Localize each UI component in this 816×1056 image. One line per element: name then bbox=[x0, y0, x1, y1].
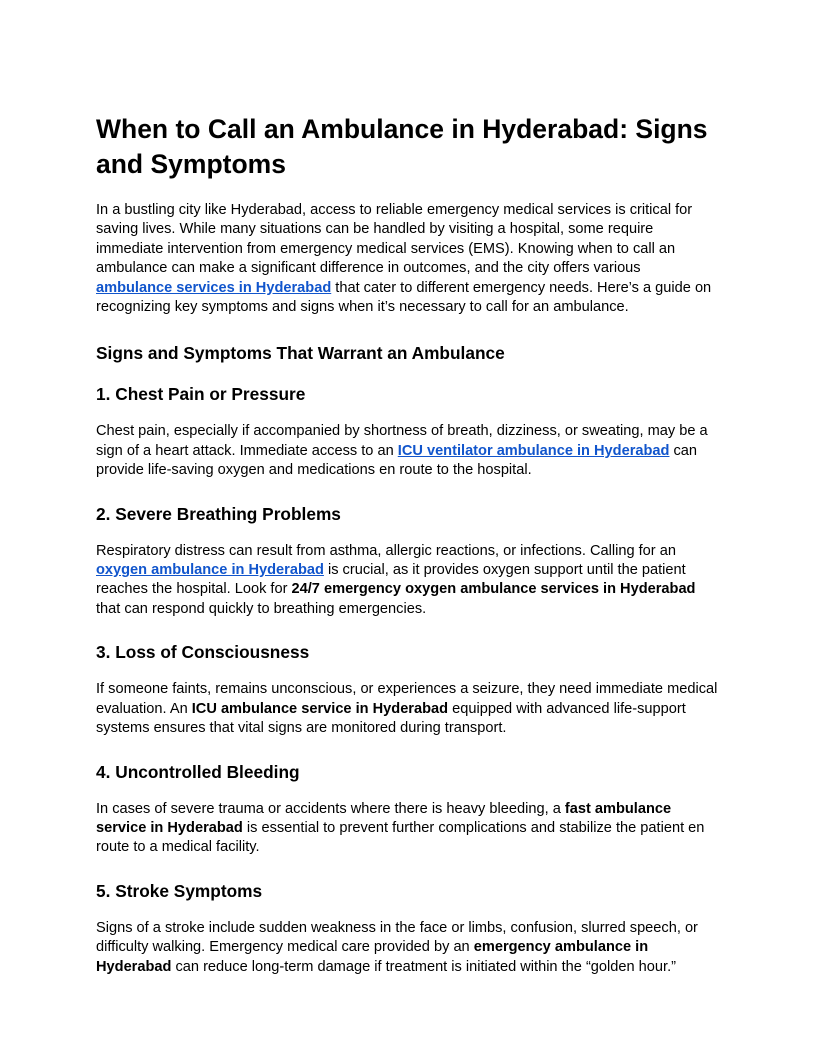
section-heading: Signs and Symptoms That Warrant an Ambulance bbox=[96, 343, 505, 364]
item-1-paragraph: Chest pain, especially if accompanied by shortness of breath, dizziness, or sweating, may be a sign of a heart attack. Immediate access to an ICU ventilator ambulance in Hyderabad can provide life-saving oxygen and medications en route to the hospital. bbox=[96, 423, 708, 479]
item-4-paragraph: In cases of severe trauma or accidents where there is heavy bleeding, a fast ambulance service in Hyderabad is essential to prevent further complications and stabilize the patient en route to a medical facility. bbox=[96, 800, 705, 856]
item-3-heading: 3. Loss of Consciousness bbox=[96, 642, 310, 663]
item-1-heading: 1. Chest Pain or Pressure bbox=[96, 384, 306, 405]
oxygen-ambulance-link[interactable]: oxygen ambulance in Hyderabad bbox=[96, 562, 324, 579]
item-2-heading: 2. Severe Breathing Problems bbox=[96, 503, 341, 524]
page-title: When to Call an Ambulance in Hyderabad: Signs and Symptoms bbox=[96, 114, 708, 179]
intro-paragraph: In a bustling city like Hyderabad, access to reliable emergency medical services is critical for saving lives. While many situations can be handled by visiting a hospital, some require immediate intervention from emergency medical services (EMS). Knowing when to call an ambulance can make a significant difference in outcomes, and the city offers various ambulance services in Hyderabad that cater to different emergency needs. Here’s a guide on recognizing key symptoms and signs when it’s necessary to call for an ambulance. bbox=[96, 202, 712, 316]
item-2-paragraph: Respiratory distress can result from asthma, allergic reactions, or infections. Calling for an oxygen ambulance in Hyderabad is crucial, as it provides oxygen support until the patient reaches the hospital. Look for 24/7 emergency oxygen ambulance services in Hyderabad that can respond quickly to breathing emergencies. bbox=[96, 542, 696, 617]
item-4-heading: 4. Uncontrolled Bleeding bbox=[96, 761, 300, 782]
item-5-heading: 5. Stroke Symptoms bbox=[96, 880, 263, 901]
document-page bbox=[96, 112, 720, 977]
item-3-paragraph: If someone faints, remains unconscious, or experiences a seizure, they need immediate medical evaluation. An ICU ambulance service in Hyderabad equipped with advanced life-support systems ensures that vital signs are monitored during transport. bbox=[96, 681, 718, 737]
ambulance-services-link[interactable]: ambulance services in Hyderabad bbox=[96, 279, 332, 296]
item-5-paragraph: Signs of a stroke include sudden weakness in the face or limbs, confusion, slurred speech, or difficulty walking. Emergency medical care provided by an emergency ambulance in Hyderabad can reduce long-term damage if treatment is initiated within the “golden hour.” bbox=[96, 919, 698, 975]
icu-ventilator-ambulance-link[interactable]: ICU ventilator ambulance in Hyderabad bbox=[397, 442, 670, 459]
